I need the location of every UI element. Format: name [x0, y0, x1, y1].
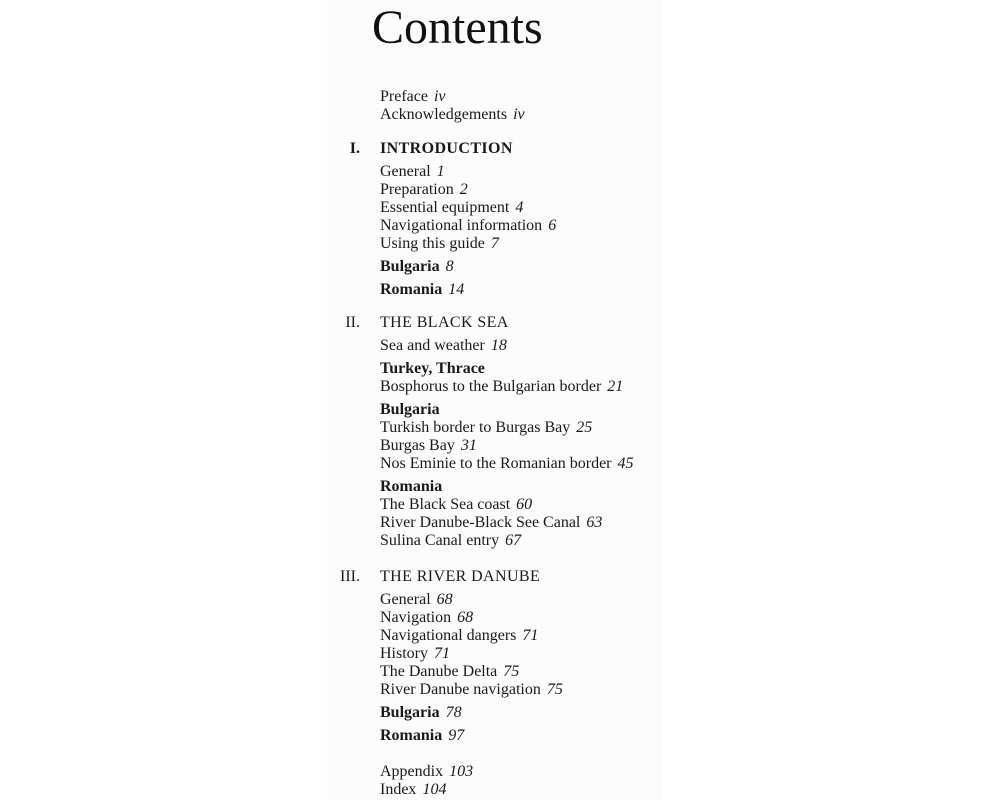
subheading-turkey: Turkey, Thrace [380, 360, 485, 377]
entry-page: 68 [436, 591, 453, 608]
section-numeral: II. [345, 314, 360, 331]
entry-label: Using this guide [380, 235, 485, 252]
toc-entry[interactable] [380, 609, 473, 627]
entry-label: River Danube navigation [380, 681, 541, 698]
section-title-black-sea[interactable]: THE BLACK SEA [380, 314, 509, 331]
entry-label: Preface [380, 88, 428, 105]
entry-label: River Danube-Black See Canal [380, 514, 581, 531]
toc-entry[interactable] [380, 645, 450, 663]
entry-page: iv [513, 106, 525, 123]
entry-page: 103 [449, 763, 474, 780]
section-title-river-danube[interactable]: THE RIVER DANUBE [380, 568, 541, 585]
entry-page: 31 [460, 437, 477, 454]
toc-entry[interactable] [380, 163, 445, 181]
entry-label: Sulina Canal entry [380, 532, 500, 549]
toc-entry[interactable] [380, 199, 523, 217]
entry-page: 97 [448, 727, 465, 744]
section-numeral: I. [349, 140, 360, 157]
entry-page: 25 [576, 419, 593, 436]
toc-entry[interactable] [380, 181, 468, 199]
entry-page: 45 [617, 455, 634, 472]
entry-label: Bulgaria [380, 258, 440, 275]
section-title-introduction[interactable]: INTRODUCTION [380, 140, 513, 157]
entry-page: 75 [546, 681, 563, 698]
entry-label: Navigational information [380, 217, 543, 234]
toc-entry-preface[interactable] [380, 88, 446, 106]
entry-page: 67 [505, 532, 522, 549]
entry-page: 71 [522, 627, 539, 644]
entry-page: 4 [515, 199, 524, 216]
toc-entry[interactable] [380, 378, 623, 396]
entry-label: Navigation [380, 609, 452, 626]
toc-entry-acknowledgements[interactable] [380, 106, 525, 124]
entry-label: Nos Eminie to the Romanian border [380, 455, 612, 472]
entry-label: Sea and weather [380, 337, 485, 354]
entry-label: Burgas Bay [380, 437, 455, 454]
toc-entry[interactable] [380, 496, 532, 514]
entry-page: 21 [607, 378, 624, 395]
entry-label: Navigational dangers [380, 627, 517, 644]
entry-page: 6 [548, 217, 557, 234]
toc-entry[interactable] [380, 663, 519, 681]
entry-page: 71 [434, 645, 450, 662]
entry-page: 78 [445, 704, 462, 721]
entry-page: 2 [459, 181, 468, 198]
entry-page: 1 [436, 163, 445, 180]
section-numeral: III. [340, 568, 360, 585]
toc-entry[interactable] [380, 627, 538, 645]
entry-label: Preparation [380, 181, 454, 198]
toc-entry-index[interactable] [380, 781, 446, 799]
entry-label: Romania [380, 727, 443, 744]
toc-entry-country[interactable] [380, 281, 464, 299]
entry-label: The Danube Delta [380, 663, 498, 680]
entry-page: 63 [586, 514, 603, 531]
toc-entry[interactable] [380, 681, 563, 699]
entry-label: The Black Sea coast [380, 496, 511, 513]
subheading-romania: Romania [380, 478, 443, 495]
toc-entry[interactable] [380, 455, 634, 473]
entry-label: General [380, 163, 431, 180]
toc-entry[interactable] [380, 337, 507, 355]
entry-label: Acknowledgements [380, 106, 508, 123]
entry-label: Essential equipment [380, 199, 510, 216]
toc-entry[interactable] [380, 532, 521, 550]
toc-entry[interactable] [380, 514, 602, 532]
entry-page: 60 [516, 496, 533, 513]
toc-entry-country[interactable] [380, 704, 462, 722]
toc-entry[interactable] [380, 437, 477, 455]
entry-label: General [380, 591, 431, 608]
toc-entry[interactable] [380, 235, 499, 253]
entry-label: Appendix [380, 763, 444, 780]
entry-label: Bulgaria [380, 704, 440, 721]
toc-entry-country[interactable] [380, 727, 464, 745]
toc-entry-country[interactable] [380, 258, 454, 276]
entry-page: 75 [503, 663, 520, 680]
entry-page: 8 [445, 258, 454, 275]
entry-page: 18 [490, 337, 507, 354]
subheading-bulgaria: Bulgaria [380, 401, 440, 418]
entry-label: Bosphorus to the Bulgarian border [380, 378, 602, 395]
entry-label: Index [380, 781, 417, 798]
entry-page: 104 [422, 781, 447, 798]
toc-entry[interactable] [380, 591, 453, 609]
entry-page: iv [433, 88, 446, 105]
entry-label: History [380, 645, 428, 662]
entry-label: Turkish border to Burgas Bay [380, 419, 571, 436]
toc-entry[interactable] [380, 419, 592, 437]
entry-label: Romania [380, 281, 443, 298]
toc-entry-appendix[interactable] [380, 763, 473, 781]
toc-entry[interactable] [380, 217, 556, 235]
page-title: Contents [372, 1, 543, 54]
entry-page: 14 [448, 281, 465, 298]
entry-page: 68 [457, 609, 474, 626]
entry-page: 7 [490, 235, 499, 252]
